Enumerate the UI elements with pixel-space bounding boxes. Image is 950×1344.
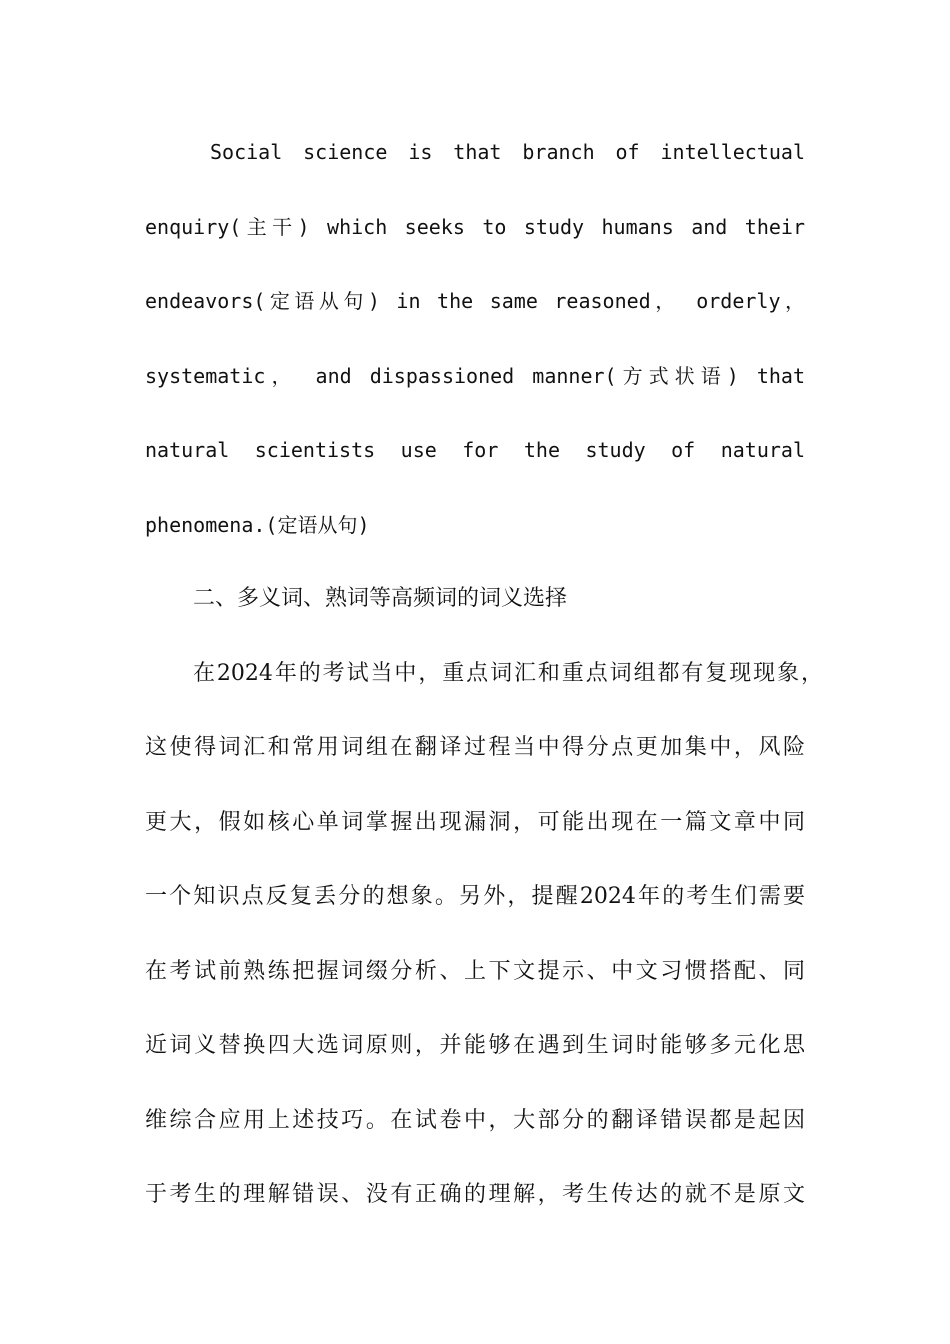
- chinese-paragraph-line-2: 这使得词汇和常用词组在翻译过程当中得分点更加集中，风险: [145, 735, 805, 760]
- chinese-paragraph-line-5: 在考试前熟练把握词缀分析、上下文提示、中文习惯搭配、同: [145, 959, 805, 984]
- chinese-paragraph-line-7: 维综合应用上述技巧。在试卷中，大部分的翻译错误都是起因: [145, 1108, 805, 1133]
- english-paragraph-line-4: systematic， and dispassioned manner(方式状语) that: [145, 364, 805, 388]
- chinese-paragraph-line-6: 近词义替换四大选词原则，并能够在遇到生词时能够多元化思: [145, 1033, 805, 1058]
- chinese-paragraph-line-3: 更大，假如核心单词掌握出现漏洞，可能出现在一篇文章中同: [145, 810, 805, 835]
- chinese-paragraph-line-4: 一个知识点反复丢分的想象。另外，提醒2024年的考生们需要: [145, 884, 805, 909]
- english-paragraph-line-6: phenomena.(定语从句): [145, 513, 370, 537]
- english-paragraph-line-3: endeavors(定语从句) in the same reasoned， orderly，: [145, 289, 805, 313]
- english-paragraph-line-1: Social science is that branch of intellectual: [210, 140, 805, 164]
- chinese-paragraph-line-8: 于考生的理解错误、没有正确的理解，考生传达的就不是原文: [145, 1182, 805, 1207]
- english-paragraph-line-2: enquiry(主干) which seeks to study humans and their: [145, 215, 805, 239]
- chinese-paragraph-line-1: 在2024年的考试当中，重点词汇和重点词组都有复现现象，: [193, 661, 823, 686]
- section-heading: 二、多义词、熟词等高频词的词义选择: [193, 586, 568, 611]
- english-paragraph-line-5: natural scientists use for the study of natural: [145, 438, 805, 462]
